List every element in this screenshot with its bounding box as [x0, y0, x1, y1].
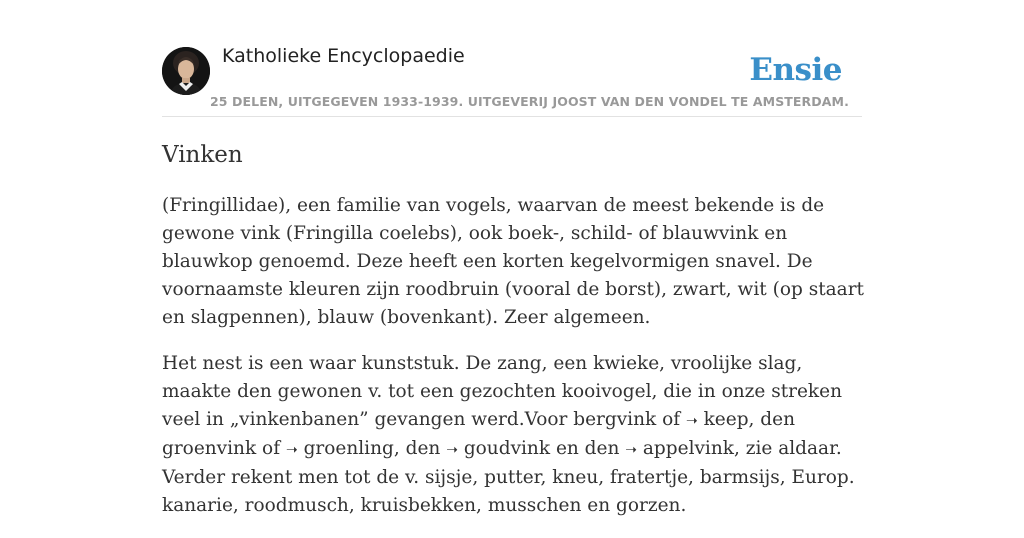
- entry-paragraph: (Fringillidae), een familie van vogels, waarvan de meest bekende is de gewone vink (Fringilla coelebs), ook boek-, schild- of blauwvink en blauwkop genoemd. Deze heeft een korten kegelvormigen snavel. De voornaamste kleuren zijn roodbruin (vooral de borst), zwart, wit (op staart en slagpennen), blauw (bovenkant). Zeer algemeen.: [162, 195, 864, 328]
- avatar[interactable]: [162, 47, 210, 95]
- source-subtitle: 25 DELEN, UITGEGEVEN 1933-1939. UITGEVERIJ JOOST VAN DEN VONDEL TE AMSTERDAM.: [210, 94, 849, 109]
- source-title[interactable]: Katholieke Encyclopaedie: [222, 45, 465, 67]
- site-logo[interactable]: Ensie: [749, 52, 842, 88]
- page-container: [162, 0, 864, 516]
- reference-link-appelvink[interactable]: appelvink: [642, 438, 734, 459]
- paragraph-text: en den: [550, 438, 626, 459]
- entry-title: Vinken: [162, 142, 243, 168]
- right-arrow-icon: ➝: [625, 442, 638, 458]
- paragraph-text: , zie aldaar. Verder rekent men tot de v. sijsje, putter, kneu, fratertje, barmsijs, Europ. kanarie, roodmusch, kruisbekken, musschen en gorzen.: [162, 438, 855, 516]
- paragraph-text: , den: [393, 438, 447, 459]
- entry-body: [162, 192, 874, 538]
- reference-link-goudvink[interactable]: goudvink: [463, 438, 551, 459]
- right-arrow-icon: ➝: [685, 413, 698, 429]
- right-arrow-icon: ➝: [446, 442, 458, 458]
- paragraph-text: Het nest is een waar kunststuk. De zang, een kwieke, vroolijke slag, maakte den gewonen v. tot een gezochten kooivogel, die in onze streken veel in „vinkenbanen” gevangen werd.Voor bergvink of: [162, 353, 842, 430]
- reference-link-keep[interactable]: keep: [703, 409, 749, 430]
- source-header: [162, 0, 862, 117]
- reference-link-groenling[interactable]: groenling: [303, 438, 394, 459]
- paragraph-text: , den groenvink of: [162, 409, 796, 459]
- right-arrow-icon: ➝: [285, 442, 298, 458]
- portrait-avatar-icon: [162, 47, 210, 95]
- entry-paragraph: [162, 350, 874, 520]
